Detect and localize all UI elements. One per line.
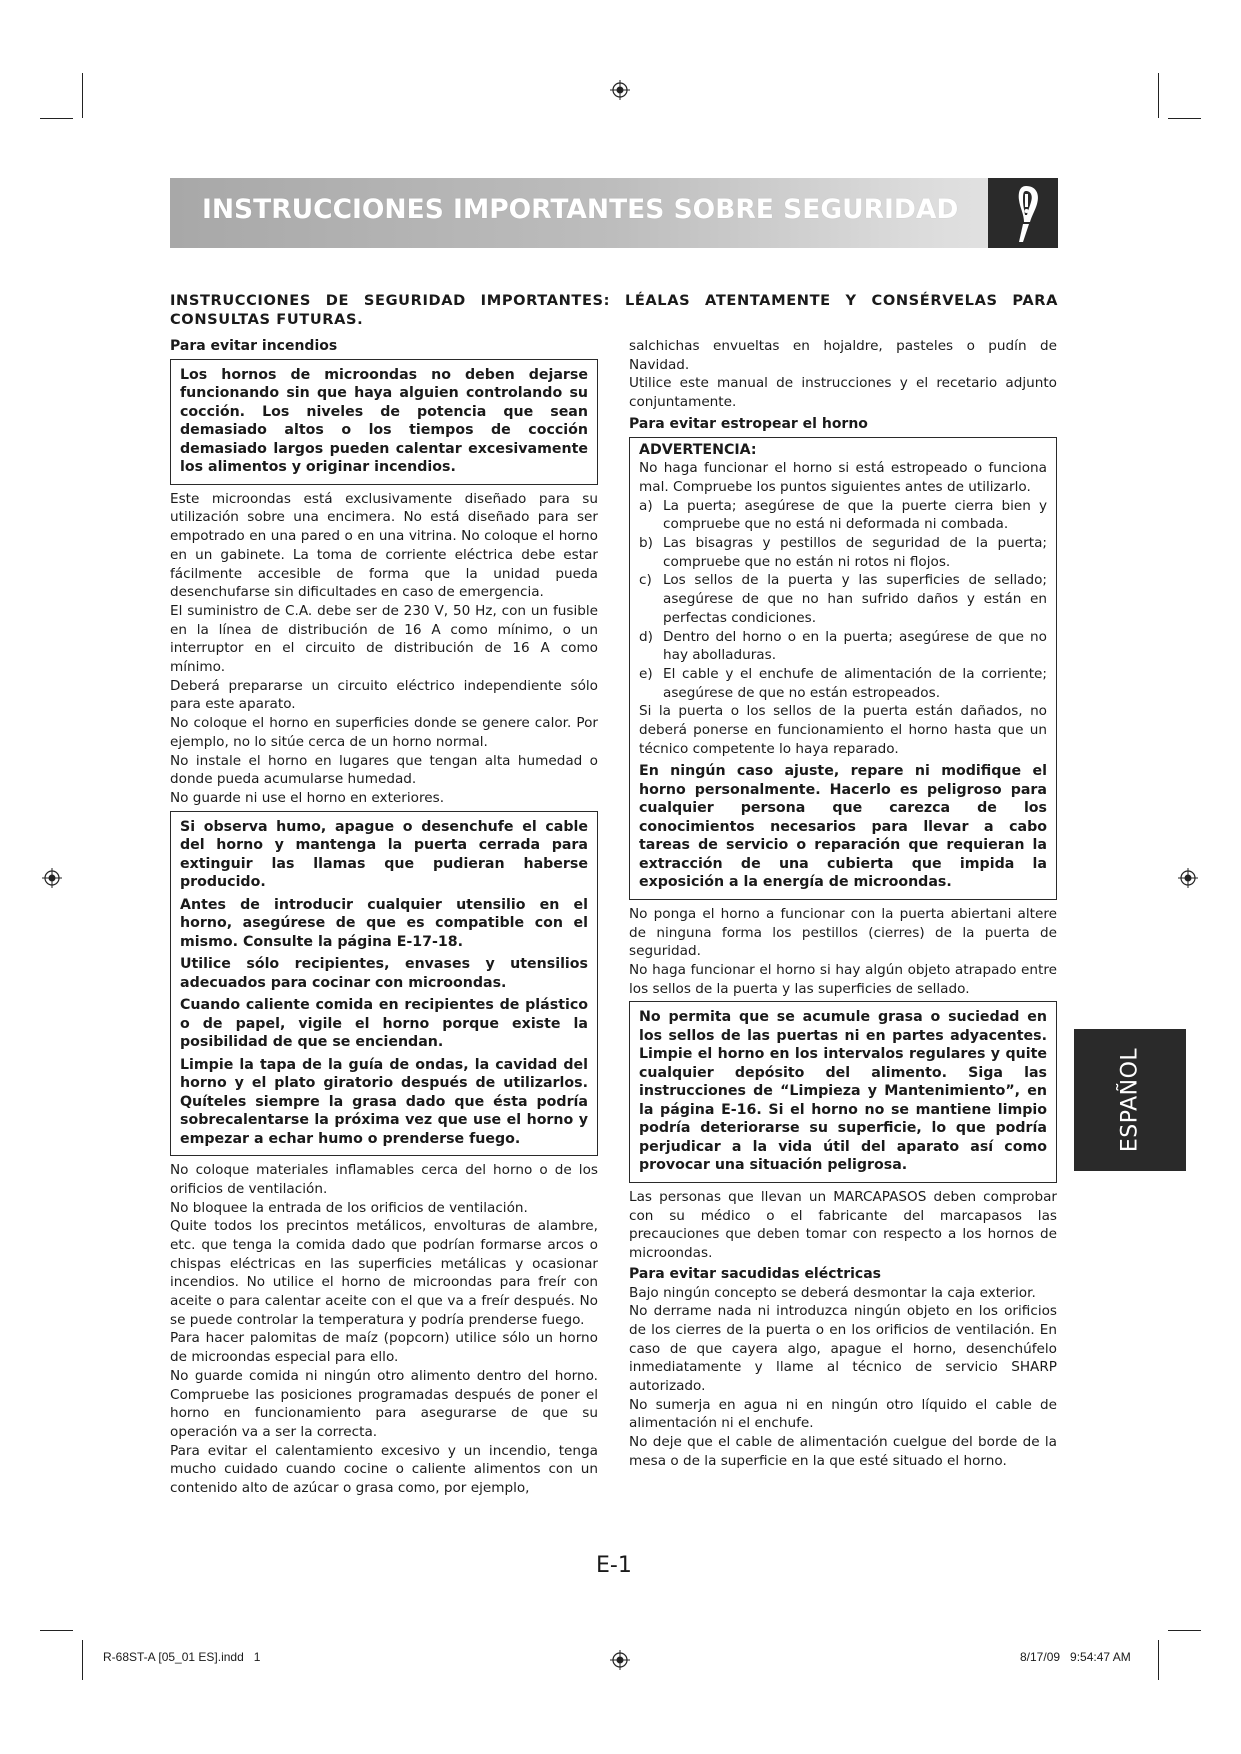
box-text: Los hornos de microondas no deben dejarse funcionando sin que haya alguien controlando su cocción. Los niveles de potencia que sean demasiado altos o los tiempos de cocción demasiado largos pueden calentar excesivamente los alimentos y originar incendios. [180,366,588,476]
crop-mark [40,1630,73,1631]
paragraph: No guarde ni use el horno en exteriores. [170,789,445,806]
paragraph: Para evitar el calentamiento excesivo y un incendio, tenga mucho cuidado cuando cocine o caliente alimentos con un contenido alto de azúcar o grasa como, por ejemplo, [170,1442,598,1497]
intro-heading: INSTRUCCIONES DE SEGURIDAD IMPORTANTES: LÉALAS ATENTAMENTE Y CONSÉRVELAS PARA CONSULTAS FUTURAS. [170,292,1058,328]
paragraph: No bloquee la entrada de los orificios de ventilación. [170,1199,528,1216]
paragraph: Utilice este manual de instrucciones y el recetario adjunto conjuntamente. [629,375,1057,411]
paragraph: No derrame nada ni introduzca ningún objeto en los orificios de los cierres de la puerta o en los orificios de ventilación. En caso de que cayera algo, apague el horno, desenchúfelo inmediatamente y llame al técnico de servicio SHARP autorizado. [629,1303,1057,1395]
paragraph: Bajo ningún concepto se deberá desmontar la caja exterior. [629,1284,1036,1301]
left-column [170,337,598,1498]
crop-mark [40,118,73,119]
crop-mark [1158,73,1159,118]
crop-mark [82,73,83,118]
paragraph: Las personas que llevan un MARCAPASOS deben comprobar con su médico o el fabricante del marcapasos las precauciones que deben tomar con respecto a los hornos de microondas. [629,1188,1057,1262]
paragraph: El suministro de C.A. debe ser de 230 V, 50 Hz, con un fusible en la línea de distribución de 16 A como mínimo, o un interruptor en el circuito de distribución de 16 A como mínimo. [170,602,598,676]
page-number: E-1 [596,1553,632,1578]
paragraph: No haga funcionar el horno si está estropeado o funciona mal. Compruebe los puntos siguientes antes de utilizarlo. [639,460,1047,495]
list-letter: b) [639,535,653,552]
registration-mark-icon [42,868,62,888]
right-column [629,337,1057,1471]
paragraph: No haga funcionar el horno si hay algún objeto atrapado entre los sellos de la puerta y las superficies de sellado. [629,962,1057,997]
page-title: INSTRUCCIONES IMPORTANTES SOBRE SEGURIDAD [202,194,959,225]
language-tab [1074,1029,1186,1171]
warning-box-damage [629,437,1057,900]
paragraph: Quite todos los precintos metálicos, envolturas de alambre, etc. que tenga la comida dado que podrían formarse arcos o chispas eléctricas en las superficies metálicas y ocasionar incendios. No utilice el horno de microondas para freír con aceite o para calentar aceite con el que va a freír después. No se puede controlar la temperatura y podría prenderse fuego. [170,1218,598,1328]
list-letter: e) [639,665,653,682]
language-tab-label: ESPAÑOL [1117,1047,1143,1153]
list-item [639,534,1047,571]
box-text: En ningún caso ajuste, repare ni modifique el horno personalmente. Hacerlo es peligroso para cualquier persona que carezca de los conocimientos necesarios para llevar a cabo tareas de servicio o reparación que requieran la extracción de una cubierta que impida la exposición a la energía de microondas. [639,763,1047,891]
box-text: Si observa humo, apague o desenchufe el cable del horno y mantenga la puerta cerrada para extinguir las llamas que pudieran haberse producido. [180,818,588,891]
box-text: No permita que se acumule grasa o suciedad en los sellos de las puertas ni en partes adyacentes. Limpie el horno en los intervalos regulares y quite cualquier depósito del alimento. Siga las instrucciones de “Limpieza y Mantenimiento”, en la página E-16. Si el horno no se mantiene limpio podría deteriorarse su superficie, lo que podría perjudicar a la vida útil del aparato así como provocar una situación peligrosa. [639,1009,1047,1174]
exclamation-hand-icon [988,178,1058,248]
warning-box-smoke [170,811,598,1157]
box-text: Limpie la tapa de la guía de ondas, la cavidad del horno y el plato giratorio después de utilizarlos. Quíteles siempre la grasa dado que ésta podría sobrecalentarse la próxima vez que use el horno y empezar a echar humo o prenderse fuego. [180,1056,588,1147]
paragraph: No instale el horno en lugares que tengan alta humedad o donde pueda acumularse humedad. [170,752,598,788]
warning-box-grease [629,1001,1057,1183]
footer-filename: R-68ST-A [05_01 ES].indd 1 [103,1650,261,1664]
paragraph: Si la puerta o los sellos de la puerta están dañados, no deberá ponerse en funcionamiento el horno hasta que un técnico competente lo haya reparado. [639,703,1047,757]
list-item [639,628,1047,665]
crop-mark [82,1640,83,1680]
footer-timestamp: 8/17/09 9:54:47 AM [1020,1650,1131,1664]
crop-mark [1168,1630,1201,1631]
paragraph: Deberá prepararse un circuito eléctrico independiente sólo para este aparato. [170,677,598,713]
section-heading-fire: Para evitar incendios [170,338,338,354]
list-letter: a) [639,497,653,514]
paragraph: Este microondas está exclusivamente diseñado para su utilización sobre una encimera. No está diseñado para ser empotrado en una pared o en una vitrina. No coloque el horno en un gabinete. La toma de corriente eléctrica debe estar fácilmente accesible de forma que la unidad pueda desenchufarse sin dificultades en caso de emergencia. [170,490,598,601]
box-text: Utilice sólo recipientes, envases y utensilios adecuados para cocinar con microondas. [180,956,588,991]
warning-box-fire [170,359,598,485]
list-text: Las bisagras y pestillos de seguridad de la puerta; compruebe que no están ni rotos ni flojos. [663,535,1047,570]
list-letter: c) [639,572,652,589]
box-text: Antes de introducir cualquier utensilio en el horno, asegúrese de que es compatible con el mismo. Consulte la página E-17-18. [180,896,588,950]
list-text: Los sellos de la puerta y las superficies de sellado; asegúrese de que no han sufrido daños y están en perfectas condiciones. [663,572,1047,626]
list-text: Dentro del horno o en la puerta; asegúrese de que no hay abolladuras. [663,628,1047,664]
paragraph: No sumerja en agua ni en ningún otro líquido el cable de alimentación ni el enchufe. [629,1396,1057,1432]
list-text: El cable y el enchufe de alimentación de la corriente; asegúrese de que no están estropeados. [663,665,1047,701]
paragraph: Para hacer palomitas de maíz (popcorn) utilice sólo un horno de microondas especial para ello. [170,1330,598,1366]
box-text: Cuando caliente comida en recipientes de plástico o de papel, vigile el horno porque existe la posibilidad de que se enciendan. [180,997,588,1051]
paragraph: No guarde comida ni ningún otro alimento dentro del horno. Compruebe las posiciones programadas después de poner el horno en funcionamiento para asegurarse de que su operación va a ser la correcta. [170,1367,598,1440]
paragraph: No deje que el cable de alimentación cuelgue del borde de la mesa o de la superficie en la que esté situado el horno. [629,1434,1057,1469]
warning-title: ADVERTENCIA: [639,441,757,458]
list-text: La puerta; asegúrese de que la puerte cierra bien y compruebe que no está ni deformada ni combada. [663,497,1047,533]
crop-mark [1158,1640,1159,1680]
section-heading-damage: Para evitar estropear el horno [629,415,868,432]
registration-mark-icon [610,1650,630,1670]
paragraph: salchichas envueltas en hojaldre, pasteles o pudín de Navidad. [629,338,1057,373]
list-letter: d) [639,628,653,645]
list-item [639,665,1047,702]
registration-mark-icon [1178,868,1198,888]
title-banner [170,178,1058,248]
paragraph: No ponga el horno a funcionar con la puerta abiertani altere de ninguna forma los pestillos (cierres) de la puerta de seguridad. [629,905,1057,960]
paragraph: No coloque materiales inflamables cerca del horno o de los orificios de ventilación. [170,1162,598,1197]
paragraph: No coloque el horno en superficies donde se genere calor. Por ejemplo, no lo sitúe cerca de un horno normal. [170,715,598,750]
registration-mark-icon [610,80,630,100]
section-heading-shock: Para evitar sacudidas eléctricas [629,1265,881,1282]
crop-mark [1168,118,1201,119]
list-item [639,571,1047,627]
list-item [639,497,1047,534]
